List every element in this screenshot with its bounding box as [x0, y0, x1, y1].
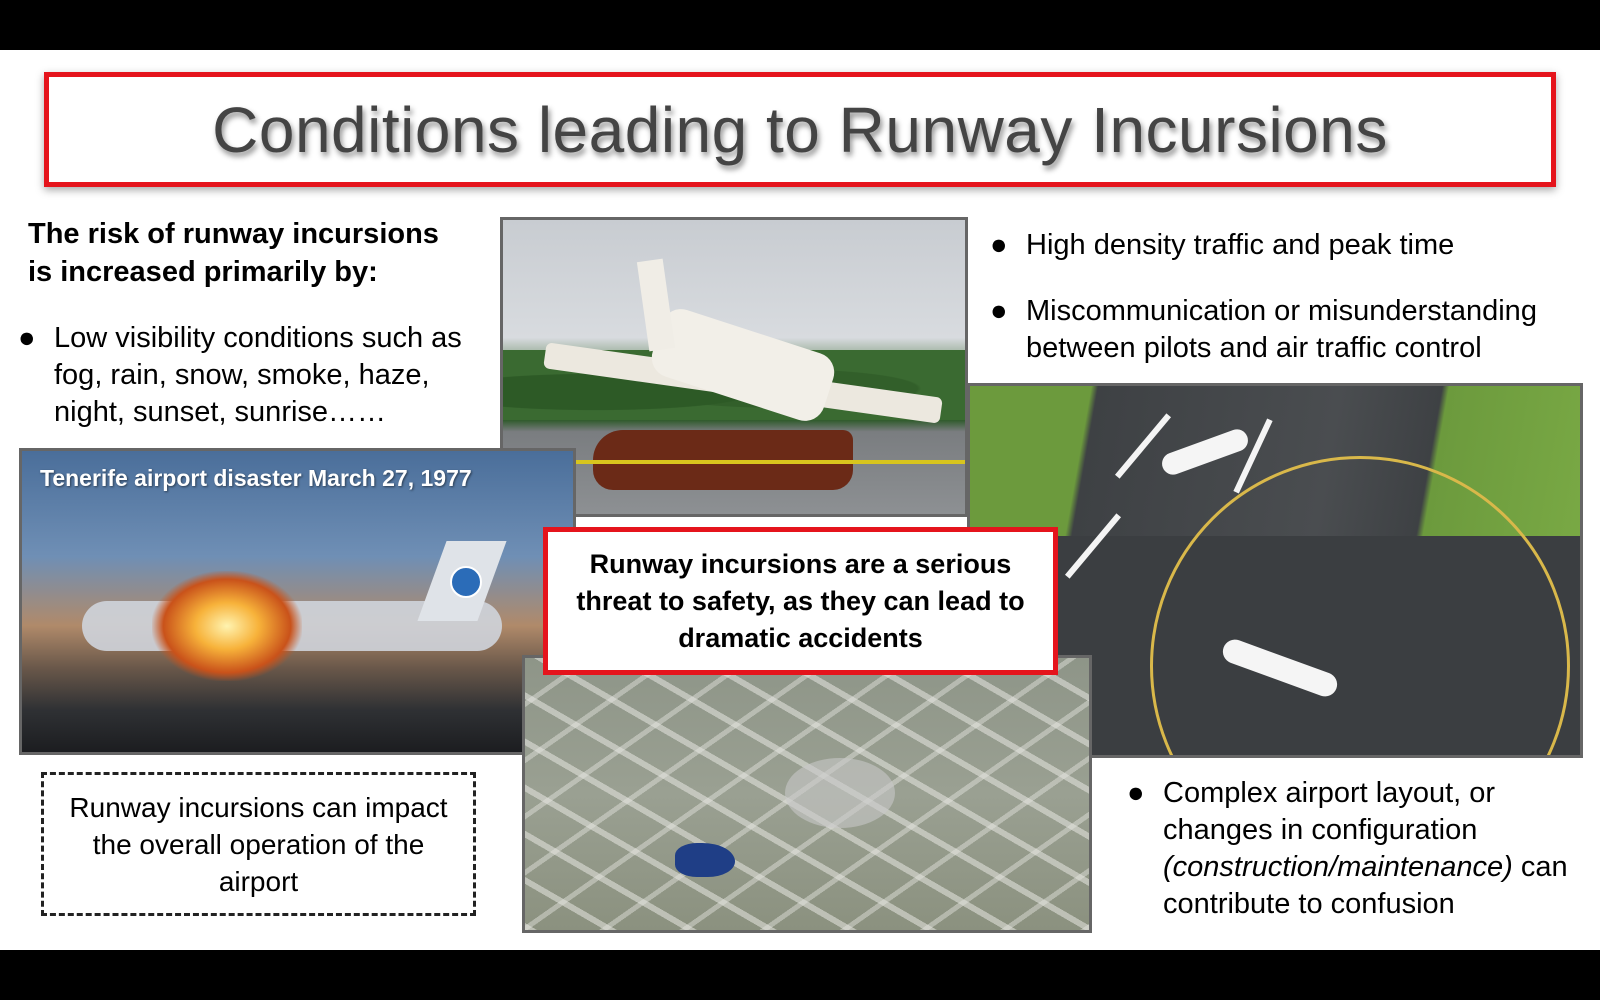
pond-shape — [675, 843, 735, 877]
tenerife-disaster-photo — [19, 448, 576, 755]
bullet-text-italic: (construction/maintenance) — [1163, 851, 1513, 883]
airline-logo-icon — [450, 566, 482, 598]
bullet-text-part-1: Complex airport layout, or changes in configuration — [1163, 777, 1496, 846]
bullet-low-visibility — [18, 320, 498, 431]
slide-title: Conditions leading to Runway Incursions — [212, 93, 1388, 166]
bullet-complex-layout — [1127, 775, 1597, 923]
bullet-dot-icon: ● — [18, 322, 36, 354]
intro-line-2: is increased primarily by: — [28, 256, 378, 288]
jet-top-shape — [1159, 426, 1251, 477]
taxi-line — [1150, 456, 1570, 758]
intro-line-1: The risk of runway incursions — [28, 218, 439, 250]
terminal-shape — [785, 758, 895, 828]
bullet-text-part-2: can contribute to confusion — [1163, 851, 1568, 920]
bullet-dot-icon: ● — [990, 295, 1008, 327]
bullet-high-density-traffic — [990, 227, 1590, 264]
title-box — [44, 72, 1556, 187]
aerial-airport-photo — [522, 655, 1092, 933]
slide — [0, 50, 1600, 950]
white-plane-tail-shape — [637, 259, 675, 352]
fire-shape — [152, 571, 302, 681]
center-callout-box: Runway incursions are a serious threat to safety, as they can lead to dramatic accidents — [543, 527, 1058, 675]
bullet-text: Low visibility conditions such as fog, rain, snow, smoke, haze, night, sunset, sunrise…… — [54, 322, 462, 428]
bullet-dot-icon: ● — [990, 229, 1008, 261]
photo-caption: Tenerife airport disaster March 27, 1977 — [40, 465, 472, 491]
bullet-miscommunication — [990, 293, 1590, 367]
dashed-callout-box: Runway incursions can impact the overall operation of the airport — [41, 772, 476, 916]
bullet-text: High density traffic and peak time — [1026, 229, 1455, 261]
bullet-text: Miscommunication or misunderstanding between pilots and air traffic control — [1026, 295, 1537, 364]
bullet-dot-icon: ● — [1127, 777, 1145, 809]
intro-text — [28, 215, 498, 291]
